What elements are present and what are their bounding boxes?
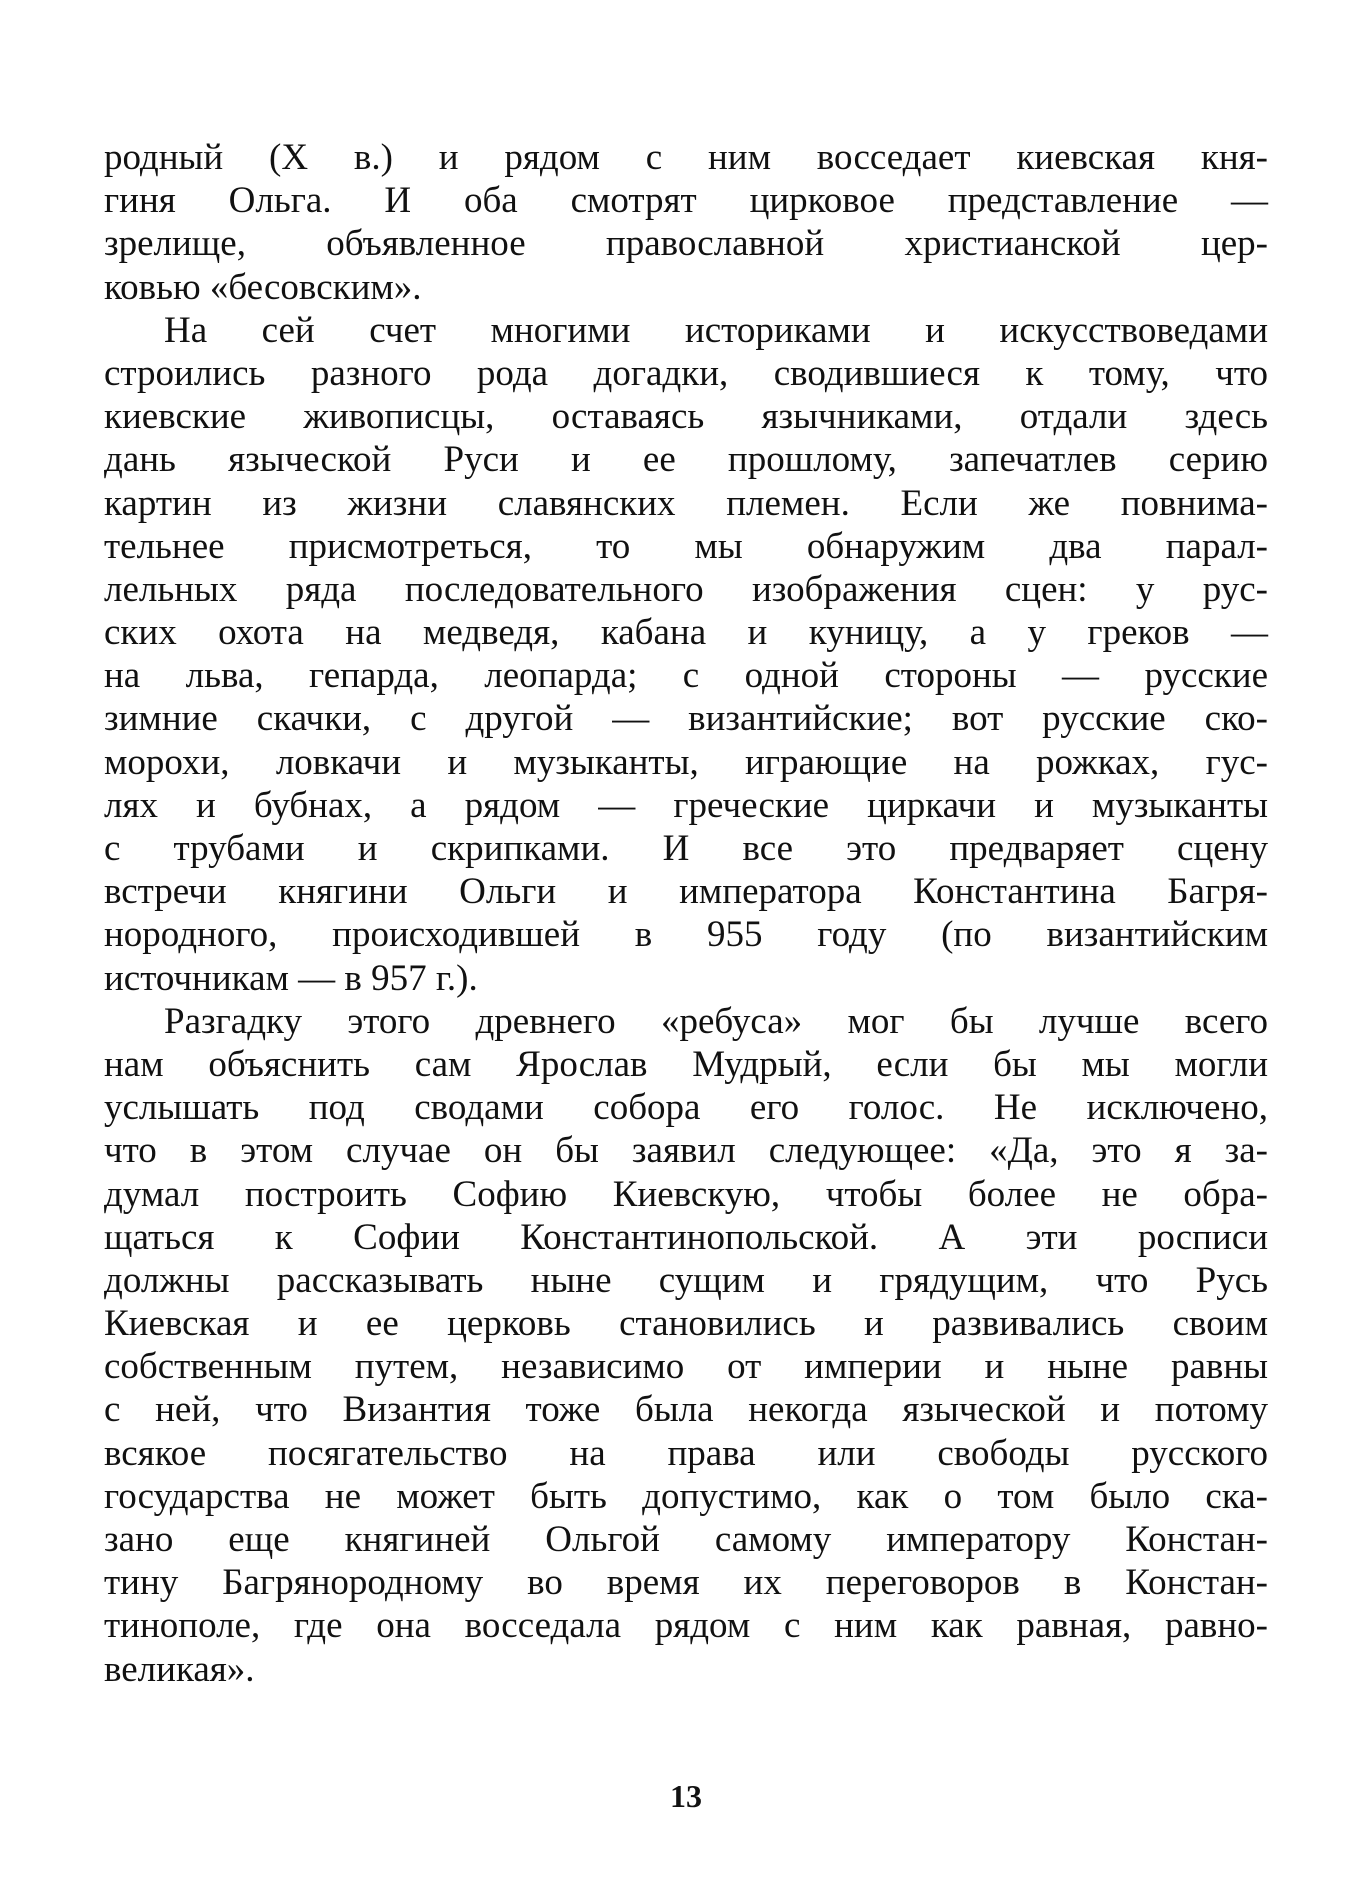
text-line: гиня Ольга. И оба смотрят цирковое представление — xyxy=(104,180,1268,222)
text-line: великая». xyxy=(104,1648,255,1690)
text-line: тину Багрянородному во время их переговоров в Констан- xyxy=(104,1562,1268,1604)
text-line: с трубами и скрипками. И все это предваряет сцену xyxy=(104,828,1268,869)
text-line: лях и бубнах, а рядом — греческие циркачи и музыканты xyxy=(104,784,1268,826)
text-line: строились разного рода догадки, сводившиеся к тому, что xyxy=(104,352,1268,394)
text-line: на льва, гепарда, леопарда; с одной стороны — русские xyxy=(104,655,1268,697)
text-line: тинополе, где она восседала рядом с ним как равная, равно- xyxy=(104,1605,1268,1647)
text-line: ковью «бесовским». xyxy=(104,266,422,308)
text-line: морохи, ловкачи и музыканты, играющие на рожках, гус- xyxy=(104,741,1268,783)
text-line: лельных ряда последовательного изображения сцен: у рус- xyxy=(104,568,1268,610)
text-line: ских охота на медведя, кабана и куницу, а у греков — xyxy=(104,612,1268,654)
text-line: услышать под сводами собора его голос. Не исключено, xyxy=(104,1087,1268,1129)
text-line: всякое посягательство на права или свободы русского xyxy=(104,1432,1268,1474)
text-line: государства не может быть допустимо, как о том было ска- xyxy=(104,1475,1268,1517)
text-line: источникам — в 957 г.). xyxy=(104,957,478,999)
text-line: картин из жизни славянских племен. Если же повнима- xyxy=(104,482,1268,524)
text-line: с ней, что Византия тоже была некогда языческой и потому xyxy=(104,1389,1268,1431)
text-line: думал построить Софию Киевскую, чтобы более не обра- xyxy=(104,1173,1268,1215)
text-line: родный (Х в.) и рядом с ним восседает киевская кня- xyxy=(104,137,1268,178)
page-number: 13 xyxy=(670,1778,702,1814)
body-text xyxy=(104,136,1268,1691)
text-line: должны рассказывать ныне сущим и грядущим, что Русь xyxy=(104,1259,1268,1301)
text-line: киевские живописцы, оставаясь язычниками, отдали здесь xyxy=(104,396,1268,438)
text-line: зано еще княгиней Ольгой самому императору Констан- xyxy=(104,1519,1268,1560)
text-line: что в этом случае он бы заявил следующее: «Да, это я за- xyxy=(104,1130,1268,1172)
text-line: зрелище, объявленное православной христианской цер- xyxy=(104,223,1268,265)
text-line: Киевская и ее церковь становились и развивались своим xyxy=(104,1303,1268,1345)
text-line: встречи княгини Ольги и императора Константина Багря- xyxy=(104,871,1268,913)
text-line: дань языческой Руси и ее прошлому, запечатлев серию xyxy=(104,439,1268,481)
text-line: На сей счет многими историками и искусствоведами xyxy=(164,309,1268,351)
text-line: щаться к Софии Константинопольской. А эти росписи xyxy=(104,1216,1268,1258)
text-line: зимние скачки, с другой — византийские; вот русские ско- xyxy=(104,698,1268,740)
text-line: собственным путем, независимо от империи и ныне равны xyxy=(104,1346,1268,1388)
text-line: тельнее присмотреться, то мы обнаружим два парал- xyxy=(104,525,1268,567)
text-line: нам объяснить сам Ярослав Мудрый, если бы мы могли xyxy=(104,1043,1268,1085)
text-line: Разгадку этого древнего «ребуса» мог бы лучше всего xyxy=(164,1000,1268,1042)
text-line: нородного, происходившей в 955 году (по византийским xyxy=(104,914,1268,956)
